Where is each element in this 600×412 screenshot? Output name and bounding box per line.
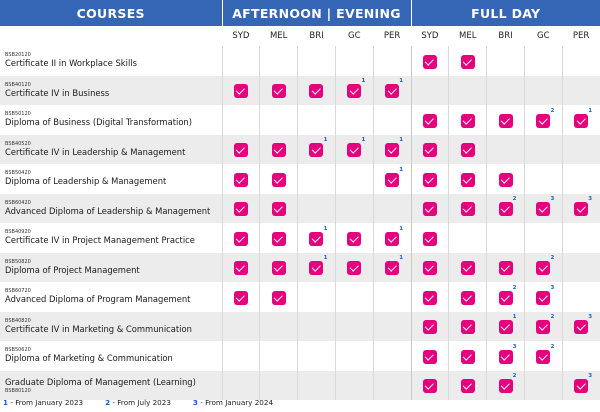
availability-cell-ae-mel	[260, 76, 298, 106]
availability-cell-fd-bri	[487, 105, 525, 135]
checkmark-icon	[461, 291, 475, 305]
checkmark-icon	[347, 261, 361, 275]
checkmark-icon	[272, 84, 286, 98]
availability-cell-fd-gc	[524, 341, 562, 371]
checkmark-icon	[536, 343, 555, 364]
availability-cell-fd-syd	[411, 371, 449, 401]
course-code: BSB50420	[5, 170, 31, 177]
checkmark-icon	[536, 255, 555, 275]
availability-cell-ae-gc	[335, 253, 373, 283]
checkmark-icon	[272, 143, 286, 157]
course-code: BSB20120	[5, 52, 31, 59]
availability-cell-fd-gc	[524, 135, 562, 165]
availability-cell-fd-gc	[524, 164, 562, 194]
availability-cell-fd-per	[562, 341, 600, 371]
availability-cell-ae-gc	[335, 371, 373, 401]
availability-note: 3	[588, 373, 593, 380]
availability-note: 2	[550, 343, 555, 350]
availability-cell-ae-bri	[298, 164, 336, 194]
availability-cell-fd-bri	[487, 341, 525, 371]
course-name: Graduate Diploma of Management (Learning)	[5, 376, 196, 387]
course-code: BSB50620	[5, 347, 31, 354]
checkmark-icon	[536, 196, 555, 216]
availability-cell-fd-syd	[411, 135, 449, 165]
availability-cell-fd-bri	[487, 164, 525, 194]
checkmark-icon	[499, 284, 517, 305]
legend-number: 2	[105, 398, 111, 407]
availability-cell-fd-syd	[411, 223, 449, 253]
full-day-header: FULL DAY	[411, 0, 600, 26]
course-cell	[0, 371, 222, 401]
location-header-ae-bri: BRI	[298, 26, 336, 46]
checkmark-icon	[423, 232, 437, 246]
availability-cell-fd-mel	[449, 371, 487, 401]
course-row	[0, 282, 600, 312]
legend-number: 3	[192, 398, 198, 407]
availability-cell-ae-per	[373, 76, 411, 106]
legend-item	[105, 398, 171, 407]
checkmark-icon	[499, 261, 513, 275]
availability-cell-ae-gc	[335, 76, 373, 106]
availability-cell-fd-mel	[449, 253, 487, 283]
checkmark-icon	[461, 55, 475, 69]
course-code: BSB50820	[5, 258, 31, 265]
checkmark-icon	[347, 78, 366, 98]
availability-cell-fd-gc	[524, 312, 562, 342]
availability-cell-fd-per	[562, 371, 600, 401]
availability-note: 3	[512, 343, 517, 350]
checkmark-icon	[272, 261, 286, 275]
checkmark-icon	[461, 173, 475, 187]
availability-cell-fd-bri	[487, 76, 525, 106]
checkmark-icon	[499, 114, 513, 128]
availability-note: 2	[550, 107, 555, 114]
availability-cell-fd-mel	[449, 135, 487, 165]
course-cell	[0, 135, 222, 165]
location-header-fd-syd: SYD	[411, 26, 449, 46]
legend-text: - From January 2023	[10, 398, 84, 407]
checkmark-icon	[234, 202, 248, 216]
location-header-fd-per: PER	[562, 26, 600, 46]
availability-cell-ae-syd	[222, 194, 260, 224]
availability-cell-fd-gc	[524, 105, 562, 135]
availability-cell-fd-syd	[411, 194, 449, 224]
availability-cell-ae-per	[373, 282, 411, 312]
checkmark-icon	[309, 225, 328, 246]
checkmark-icon	[234, 84, 248, 98]
availability-cell-fd-syd	[411, 164, 449, 194]
availability-cell-fd-mel	[449, 164, 487, 194]
course-code: BSB40920	[5, 229, 31, 236]
course-name: Diploma of Business (Digital Transformation)	[5, 117, 193, 128]
availability-cell-fd-mel	[449, 46, 487, 76]
availability-cell-ae-bri	[298, 223, 336, 253]
availability-cell-ae-gc	[335, 223, 373, 253]
availability-cell-fd-per	[562, 135, 600, 165]
availability-note: 2	[512, 284, 517, 291]
course-name: Advanced Diploma of Program Management	[5, 294, 191, 305]
availability-cell-fd-per	[562, 223, 600, 253]
availability-cell-fd-per	[562, 194, 600, 224]
course-code: BSB60720	[5, 288, 31, 295]
availability-cell-ae-syd	[222, 282, 260, 312]
availability-cell-ae-mel	[260, 312, 298, 342]
availability-cell-ae-gc	[335, 282, 373, 312]
availability-cell-fd-mel	[449, 194, 487, 224]
availability-cell-ae-per	[373, 253, 411, 283]
availability-cell-ae-gc	[335, 46, 373, 76]
availability-note: 1	[361, 78, 366, 85]
availability-cell-ae-bri	[298, 194, 336, 224]
checkmark-icon	[385, 225, 404, 246]
course-row	[0, 371, 600, 401]
availability-cell-ae-bri	[298, 341, 336, 371]
availability-cell-ae-per	[373, 135, 411, 165]
availability-cell-ae-mel	[260, 282, 298, 312]
afternoon-evening-header: AFTERNOON | EVENING	[222, 0, 411, 26]
availability-cell-fd-gc	[524, 223, 562, 253]
course-cell	[0, 76, 222, 106]
availability-cell-ae-mel	[260, 223, 298, 253]
checkmark-icon	[461, 320, 475, 334]
availability-cell-fd-bri	[487, 223, 525, 253]
checkmark-icon	[234, 291, 248, 305]
availability-cell-ae-syd	[222, 253, 260, 283]
checkmark-icon	[234, 261, 248, 275]
courses-header: COURSES	[0, 0, 222, 26]
checkmark-icon	[499, 196, 517, 216]
checkmark-icon	[423, 143, 437, 157]
checkmark-icon	[461, 350, 475, 364]
course-code: BSB40520	[5, 140, 31, 147]
availability-cell-fd-bri	[487, 135, 525, 165]
checkmark-icon	[574, 107, 593, 128]
availability-cell-ae-syd	[222, 164, 260, 194]
availability-cell-ae-syd	[222, 105, 260, 135]
availability-cell-ae-gc	[335, 312, 373, 342]
location-header-ae-gc: GC	[335, 26, 373, 46]
availability-cell-ae-gc	[335, 341, 373, 371]
course-cell	[0, 105, 222, 135]
availability-cell-fd-bri	[487, 312, 525, 342]
location-header-fd-mel: MEL	[449, 26, 487, 46]
checkmark-icon	[461, 143, 475, 157]
availability-cell-fd-bri	[487, 46, 525, 76]
availability-cell-ae-syd	[222, 135, 260, 165]
availability-cell-ae-gc	[335, 194, 373, 224]
availability-cell-ae-gc	[335, 164, 373, 194]
checkmark-icon	[574, 373, 593, 393]
course-name: Certificate II in Workplace Skills	[5, 58, 137, 69]
checkmark-icon	[423, 320, 437, 334]
availability-note: 1	[361, 137, 366, 144]
availability-cell-ae-bri	[298, 312, 336, 342]
header-row	[0, 0, 600, 26]
course-code: BSB40120	[5, 81, 31, 88]
checkmark-icon	[272, 202, 286, 216]
availability-note: 1	[399, 78, 404, 85]
availability-cell-ae-syd	[222, 76, 260, 106]
checkmark-icon	[309, 255, 328, 275]
availability-cell-ae-bri	[298, 371, 336, 401]
availability-note: 3	[550, 284, 555, 291]
checkmark-icon	[499, 373, 517, 393]
course-code: BSB40820	[5, 317, 31, 324]
legend-item	[193, 398, 273, 407]
availability-cell-ae-bri	[298, 76, 336, 106]
checkmark-icon	[234, 173, 248, 187]
checkmark-icon	[461, 114, 475, 128]
legend-item	[3, 398, 83, 407]
availability-cell-ae-gc	[335, 135, 373, 165]
location-header-fd-gc: GC	[524, 26, 562, 46]
legend-text: - From July 2023	[112, 398, 171, 407]
availability-cell-ae-bri	[298, 105, 336, 135]
availability-cell-ae-bri	[298, 282, 336, 312]
location-header-ae-per: PER	[373, 26, 411, 46]
checkmark-icon	[272, 291, 286, 305]
location-row	[0, 26, 600, 46]
checkmark-icon	[234, 143, 248, 157]
availability-cell-ae-per	[373, 371, 411, 401]
availability-note: 1	[323, 255, 328, 262]
course-cell	[0, 312, 222, 342]
checkmark-icon	[499, 173, 513, 187]
availability-cell-fd-gc	[524, 282, 562, 312]
availability-cell-fd-syd	[411, 76, 449, 106]
course-row	[0, 194, 600, 224]
location-row-spacer	[0, 26, 222, 46]
checkmark-icon	[423, 261, 437, 275]
availability-cell-ae-per	[373, 46, 411, 76]
availability-note: 1	[512, 314, 517, 321]
availability-note: 1	[399, 225, 404, 232]
availability-note: 1	[323, 137, 328, 144]
checkmark-icon	[423, 173, 437, 187]
availability-cell-ae-bri	[298, 46, 336, 76]
checkmark-icon	[499, 314, 517, 334]
checkmark-icon	[536, 107, 555, 128]
availability-note: 2	[512, 196, 517, 203]
availability-cell-fd-mel	[449, 282, 487, 312]
checkmark-icon	[461, 261, 475, 275]
checkmark-icon	[347, 137, 366, 157]
checkmark-icon	[385, 137, 404, 157]
availability-cell-ae-mel	[260, 46, 298, 76]
availability-cell-fd-gc	[524, 253, 562, 283]
availability-cell-fd-per	[562, 164, 600, 194]
checkmark-icon	[423, 55, 437, 69]
legend-number: 1	[3, 398, 9, 407]
checkmark-icon	[385, 255, 404, 275]
availability-cell-fd-bri	[487, 282, 525, 312]
availability-cell-fd-gc	[524, 371, 562, 401]
course-name: Advanced Diploma of Leadership & Management	[5, 205, 211, 216]
legend-text: - From January 2024	[200, 398, 274, 407]
availability-cell-fd-per	[562, 105, 600, 135]
checkmark-icon	[385, 78, 404, 98]
checkmark-icon	[423, 114, 437, 128]
course-row	[0, 135, 600, 165]
availability-cell-fd-bri	[487, 194, 525, 224]
course-cell	[0, 223, 222, 253]
availability-cell-fd-syd	[411, 253, 449, 283]
availability-note: 1	[399, 137, 404, 144]
course-row	[0, 164, 600, 194]
availability-cell-ae-mel	[260, 194, 298, 224]
course-name: Diploma of Marketing & Communication	[5, 353, 173, 364]
availability-note: 1	[399, 255, 404, 262]
availability-note: 1	[588, 107, 593, 114]
availability-cell-ae-per	[373, 164, 411, 194]
availability-cell-ae-syd	[222, 223, 260, 253]
availability-note: 2	[550, 314, 555, 321]
course-code: BSB80120	[5, 387, 31, 394]
course-cell	[0, 164, 222, 194]
course-row	[0, 46, 600, 76]
availability-cell-ae-per	[373, 105, 411, 135]
availability-cell-ae-per	[373, 223, 411, 253]
availability-cell-fd-gc	[524, 194, 562, 224]
availability-note: 2	[512, 373, 517, 380]
availability-cell-ae-mel	[260, 253, 298, 283]
course-list	[0, 46, 600, 400]
availability-cell-fd-bri	[487, 371, 525, 401]
availability-cell-ae-per	[373, 341, 411, 371]
availability-note: 2	[550, 255, 555, 262]
availability-cell-ae-per	[373, 312, 411, 342]
checkmark-icon	[461, 202, 475, 216]
course-name: Certificate IV in Leadership & Management	[5, 146, 186, 157]
availability-cell-fd-per	[562, 76, 600, 106]
checkmark-icon	[309, 137, 328, 157]
checkmark-icon	[423, 202, 437, 216]
course-row	[0, 341, 600, 371]
availability-cell-ae-syd	[222, 371, 260, 401]
availability-cell-fd-per	[562, 282, 600, 312]
availability-note: 3	[588, 314, 593, 321]
checkmark-icon	[423, 350, 437, 364]
course-code: BSB50120	[5, 111, 31, 118]
availability-cell-ae-syd	[222, 46, 260, 76]
location-header-ae-syd: SYD	[222, 26, 260, 46]
availability-cell-ae-syd	[222, 312, 260, 342]
checkmark-icon	[536, 314, 555, 334]
availability-cell-fd-syd	[411, 312, 449, 342]
course-cell	[0, 46, 222, 76]
checkmark-icon	[423, 291, 437, 305]
checkmark-icon	[272, 173, 286, 187]
checkmark-icon	[536, 284, 555, 305]
availability-cell-fd-per	[562, 253, 600, 283]
course-name: Certificate IV in Marketing & Communication	[5, 323, 192, 334]
availability-cell-ae-syd	[222, 341, 260, 371]
location-header-ae-mel: MEL	[260, 26, 298, 46]
course-name: Certificate IV in Business	[5, 87, 110, 98]
availability-cell-fd-per	[562, 46, 600, 76]
availability-cell-ae-mel	[260, 164, 298, 194]
checkmark-icon	[574, 314, 593, 334]
checkmark-icon	[423, 379, 437, 393]
course-code: BSB60420	[5, 199, 31, 206]
checkmark-icon	[234, 232, 248, 246]
course-row	[0, 223, 600, 253]
course-cell	[0, 341, 222, 371]
availability-cell-fd-gc	[524, 76, 562, 106]
availability-cell-fd-mel	[449, 105, 487, 135]
availability-note: 3	[550, 196, 555, 203]
availability-cell-ae-gc	[335, 105, 373, 135]
availability-cell-fd-syd	[411, 341, 449, 371]
availability-cell-fd-syd	[411, 282, 449, 312]
course-row	[0, 253, 600, 283]
availability-cell-fd-per	[562, 312, 600, 342]
course-cell	[0, 194, 222, 224]
course-name: Certificate IV in Project Management Practice	[5, 235, 195, 246]
availability-note: 1	[399, 166, 404, 173]
availability-cell-ae-bri	[298, 253, 336, 283]
course-row	[0, 105, 600, 135]
checkmark-icon	[499, 343, 517, 364]
availability-cell-fd-mel	[449, 223, 487, 253]
location-header-fd-bri: BRI	[487, 26, 525, 46]
course-cell	[0, 253, 222, 283]
availability-cell-ae-mel	[260, 105, 298, 135]
availability-cell-fd-syd	[411, 105, 449, 135]
availability-cell-ae-bri	[298, 135, 336, 165]
course-name: Diploma of Project Management	[5, 264, 140, 275]
checkmark-icon	[272, 232, 286, 246]
availability-note: 1	[323, 225, 328, 232]
availability-cell-fd-gc	[524, 46, 562, 76]
availability-cell-fd-mel	[449, 312, 487, 342]
course-cell	[0, 282, 222, 312]
availability-cell-ae-per	[373, 194, 411, 224]
availability-cell-ae-mel	[260, 371, 298, 401]
availability-cell-fd-mel	[449, 341, 487, 371]
course-row	[0, 312, 600, 342]
availability-cell-fd-mel	[449, 76, 487, 106]
availability-note: 3	[588, 196, 593, 203]
checkmark-icon	[347, 232, 361, 246]
course-name: Diploma of Leadership & Management	[5, 176, 167, 187]
course-row	[0, 76, 600, 106]
checkmark-icon	[461, 379, 475, 393]
checkmark-icon	[309, 84, 323, 98]
checkmark-icon	[574, 196, 593, 216]
availability-cell-fd-syd	[411, 46, 449, 76]
availability-cell-ae-mel	[260, 341, 298, 371]
legend	[3, 398, 295, 407]
availability-cell-ae-mel	[260, 135, 298, 165]
availability-cell-fd-bri	[487, 253, 525, 283]
checkmark-icon	[385, 166, 404, 187]
